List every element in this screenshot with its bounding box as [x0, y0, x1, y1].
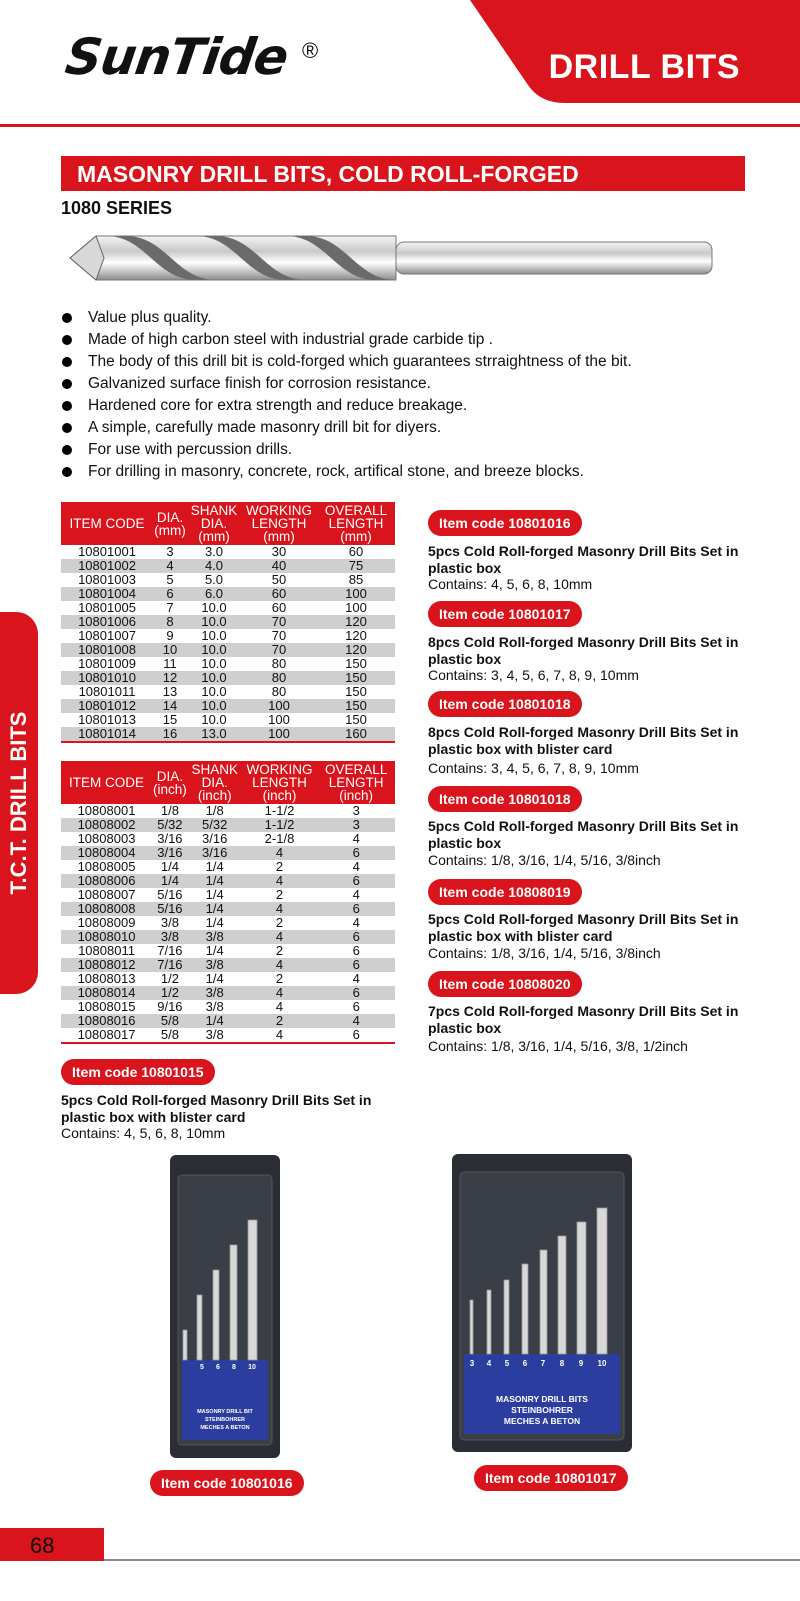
page-number: 68: [30, 1533, 55, 1558]
table-cell: 150: [317, 699, 395, 713]
table-cell: 10801009: [78, 656, 136, 671]
table-header-row: [61, 502, 395, 545]
table-cell: 1/4: [205, 943, 224, 958]
table-row: [61, 727, 395, 742]
table-cell: 3/8: [188, 958, 242, 972]
table-cell: 2: [275, 971, 284, 986]
table-cell: 10801013: [78, 712, 136, 727]
item-code-badge: Item code 10801018: [428, 691, 582, 717]
table-cell: 4: [317, 1014, 395, 1028]
table-cell: 10808016: [61, 1014, 152, 1028]
set-description: [428, 911, 758, 962]
table-cell: 1/4: [205, 887, 224, 902]
table-cell: 4: [242, 986, 318, 1000]
table-cell: 4: [352, 887, 360, 902]
set-description: [428, 818, 758, 869]
spec-table-mm: [61, 502, 395, 743]
table-cell: 10808007: [77, 887, 136, 902]
set-title: 5pcs Cold Roll-forged Masonry Drill Bits Set in plastic box with blister card: [61, 1092, 372, 1125]
label-line: STEINBOHRER: [204, 1417, 246, 1423]
table-cell: 3: [166, 544, 174, 559]
table-cell: 150: [345, 684, 367, 699]
set-contains: Contains: 3, 4, 5, 6, 7, 8, 9, 10mm: [428, 667, 639, 683]
side-tab: [0, 612, 38, 994]
table-cell: 10801001: [78, 544, 136, 559]
table-cell: 5/32: [188, 818, 242, 832]
table-cell: 1/2: [152, 986, 188, 1000]
size-label: 10: [597, 1359, 607, 1368]
table-cell: 70: [241, 643, 317, 657]
table-cell: 7/16: [152, 958, 188, 972]
table-row: [61, 804, 395, 818]
table-cell: 1/4: [205, 859, 224, 874]
feature-item: For use with percussion drills.: [60, 439, 780, 461]
table-row: [61, 958, 395, 972]
table-row: [61, 1028, 395, 1043]
table-cell: 3.0: [204, 544, 224, 559]
table-row: [61, 629, 395, 643]
feature-list: [60, 307, 780, 483]
size-label: 8: [559, 1359, 565, 1368]
table-row: [61, 685, 395, 699]
column-header: WORKING LENGTH (inch): [242, 761, 318, 804]
item-code-badge: Item code 10801018: [428, 786, 582, 812]
feature-item: Made of high carbon steel with industrial grade carbide tip .: [60, 329, 780, 351]
item-code-badge: Item code 10801016: [150, 1470, 304, 1496]
table-cell: 1-1/2: [264, 803, 295, 818]
set-title: 5pcs Cold Roll-forged Masonry Drill Bits Set in plastic box with blister card: [428, 911, 739, 944]
size-label: 3: [469, 1359, 475, 1368]
table-cell: 6: [317, 958, 395, 972]
set-contains: Contains: 1/8, 3/16, 1/4, 5/16, 3/8, 1/2inch: [428, 1038, 688, 1054]
table-cell: 6: [317, 986, 395, 1000]
table-cell: 5/16: [157, 887, 183, 902]
item-code-badge: Item code 10801017: [474, 1465, 628, 1491]
feature-item: A simple, carefully made masonry drill bit for diyers.: [60, 417, 780, 439]
table-cell: 10801010: [61, 671, 153, 685]
table-cell: 10808004: [61, 846, 152, 860]
table-cell: 10808017: [61, 1028, 152, 1043]
set-description: [61, 1092, 391, 1142]
table-row: [61, 818, 395, 832]
table-cell: 4: [242, 958, 318, 972]
table-row: [61, 587, 395, 601]
table-row: [61, 944, 395, 958]
table-cell: 3: [352, 803, 360, 818]
table-cell: 10801014: [61, 727, 153, 742]
table-cell: 3/8: [160, 915, 179, 930]
table-cell: 10801011: [78, 684, 136, 699]
table-cell: 5/8: [152, 1014, 188, 1028]
table-cell: 10.0: [201, 628, 227, 643]
series-label: 1080 SERIES: [61, 198, 173, 218]
table-cell: 4: [242, 1028, 318, 1043]
table-cell: 13.0: [187, 727, 241, 742]
table-cell: 100: [241, 727, 317, 742]
table-cell: 70: [241, 615, 317, 629]
table-cell: 15: [162, 712, 178, 727]
table-cell: 100: [268, 712, 290, 727]
table-cell: 10801003: [78, 572, 136, 587]
table-row: [61, 671, 395, 685]
table-row: [61, 657, 395, 671]
label-line: MECHES A BETON: [200, 1425, 250, 1431]
table-cell: 80: [271, 684, 287, 699]
column-header: ITEM CODE: [61, 761, 152, 804]
table-cell: 2: [275, 859, 284, 874]
table-cell: 100: [241, 699, 317, 713]
set-description: [428, 1003, 758, 1055]
set-title: 5pcs Cold Roll-forged Masonry Drill Bits Set in plastic box: [428, 818, 739, 851]
header-title: DRILL BITS: [548, 48, 740, 86]
feature-item: Value plus quality.: [60, 307, 780, 329]
table-cell: 120: [317, 643, 395, 657]
registered-mark: ®: [302, 38, 319, 63]
table-cell: 1/8: [205, 803, 224, 818]
table-cell: 10808010: [61, 930, 152, 944]
table-cell: 1/4: [205, 915, 224, 930]
table-row: [61, 916, 395, 930]
table-cell: 30: [271, 544, 287, 559]
table-cell: 120: [317, 615, 395, 629]
column-header: OVERALL LENGTH (inch): [317, 761, 395, 804]
section-title-bar: [61, 156, 745, 191]
table-cell: 10808002: [61, 818, 152, 832]
table-cell: 10801008: [61, 643, 153, 657]
table-cell: 6: [352, 943, 360, 958]
table-row: [61, 832, 395, 846]
table-cell: 1/8: [160, 803, 179, 818]
set-description: [428, 724, 758, 777]
table-cell: 70: [271, 628, 287, 643]
column-header: DIA. (inch): [152, 761, 188, 804]
table-cell: 5: [166, 572, 174, 587]
table-cell: 10808015: [77, 999, 136, 1014]
table-cell: 3/16: [152, 846, 188, 860]
table-cell: 100: [317, 587, 395, 601]
table-cell: 4: [242, 902, 318, 916]
label-line: MASONRY DRILL BIT: [197, 1409, 253, 1415]
table-row: [61, 846, 395, 860]
table-cell: 10808008: [61, 902, 152, 916]
table-cell: 10808012: [61, 958, 152, 972]
table-cell: 10808001: [77, 803, 136, 818]
table-cell: 1/2: [160, 971, 179, 986]
table-cell: 150: [345, 712, 367, 727]
size-label: 5: [504, 1359, 510, 1368]
table-cell: 3/8: [152, 930, 188, 944]
table-cell: 10808009: [77, 915, 136, 930]
set-contains: Contains: 1/8, 3/16, 1/4, 5/16, 3/8inch: [428, 945, 661, 961]
table-cell: 10808011: [78, 943, 135, 958]
table-cell: 6: [317, 846, 395, 860]
table-cell: 80: [271, 656, 287, 671]
brand-logo: [61, 28, 326, 110]
table-row: [61, 874, 395, 888]
table-cell: 75: [317, 559, 395, 573]
table-cell: 3/8: [188, 986, 242, 1000]
table-row: [61, 573, 395, 587]
table-header-row: [61, 761, 395, 804]
table-cell: 3/16: [202, 831, 228, 846]
table-cell: 6: [317, 930, 395, 944]
table-cell: 14: [153, 699, 187, 713]
table-cell: 7/16: [157, 943, 183, 958]
table-cell: 150: [345, 656, 367, 671]
table-cell: 12: [153, 671, 187, 685]
table-cell: 150: [317, 671, 395, 685]
table-cell: 1/4: [205, 971, 224, 986]
table-cell: 100: [345, 600, 367, 615]
table-row: [61, 930, 395, 944]
table-cell: 3/8: [188, 930, 242, 944]
table-cell: 60: [241, 587, 317, 601]
table-cell: 10.0: [201, 712, 227, 727]
table-cell: 4.0: [187, 559, 241, 573]
table-row: [61, 888, 395, 902]
table-cell: 60: [271, 600, 287, 615]
table-cell: 10801005: [78, 600, 136, 615]
table-row: [61, 1014, 395, 1028]
table-cell: 1/4: [188, 874, 242, 888]
table-row: [61, 699, 395, 713]
size-label: 7: [540, 1359, 546, 1368]
table-cell: 85: [348, 572, 364, 587]
table-row: [61, 1000, 395, 1014]
table-cell: 2-1/8: [264, 831, 295, 846]
table-cell: 5/8: [152, 1028, 188, 1043]
table-cell: 8: [153, 615, 187, 629]
table-cell: 3/8: [188, 1028, 242, 1043]
table-cell: 1/4: [160, 859, 179, 874]
column-header: DIA. (mm): [153, 502, 187, 545]
table-row: [61, 545, 395, 559]
table-cell: 1/4: [152, 874, 188, 888]
table-cell: 10.0: [201, 684, 227, 699]
item-code-badge: Item code 10801016: [428, 510, 582, 536]
table-cell: 10.0: [201, 600, 227, 615]
label-line: MECHES A BETON: [503, 1416, 581, 1426]
size-label: 9: [578, 1359, 584, 1368]
label-line: MASONRY DRILL BITS: [496, 1394, 588, 1404]
table-cell: 9/16: [157, 999, 183, 1014]
table-cell: 3/16: [157, 831, 183, 846]
table-cell: 4: [352, 971, 360, 986]
table-row: [61, 902, 395, 916]
table-cell: 4: [242, 930, 318, 944]
table-cell: 50: [271, 572, 287, 587]
table-cell: 120: [345, 628, 367, 643]
header-divider: [0, 124, 800, 127]
table-cell: 4: [153, 559, 187, 573]
table-cell: 3: [317, 818, 395, 832]
set-contains: Contains: 3, 4, 5, 6, 7, 8, 9, 10mm: [428, 760, 639, 776]
table-cell: 10801004: [61, 587, 153, 601]
table-cell: 4: [352, 859, 360, 874]
table-cell: 3/16: [188, 846, 242, 860]
table-cell: 2: [275, 887, 284, 902]
table-cell: 6.0: [187, 587, 241, 601]
feature-item: Hardened core for extra strength and reduce breakage.: [60, 395, 780, 417]
table-cell: 3/8: [205, 999, 224, 1014]
table-cell: 11: [163, 656, 177, 671]
table-cell: 10.0: [187, 699, 241, 713]
header-title-wrap: [470, 0, 800, 103]
table-row: [61, 972, 395, 986]
side-tab-label: T.C.T. DRILL BITS: [6, 711, 31, 895]
product-box-image: [452, 1154, 632, 1452]
table-row: [61, 615, 395, 629]
table-cell: 10.0: [187, 643, 241, 657]
table-row: [61, 559, 395, 573]
table-cell: 4: [242, 846, 318, 860]
table-cell: 10.0: [187, 671, 241, 685]
table-cell: 2: [275, 915, 284, 930]
table-cell: 160: [317, 727, 395, 742]
item-code-badge: Item code 10801015: [61, 1059, 215, 1085]
size-label: 6: [522, 1359, 528, 1368]
table-cell: 7: [166, 600, 174, 615]
table-cell: 80: [241, 671, 317, 685]
table-cell: 4: [352, 915, 360, 930]
table-cell: 4: [352, 831, 360, 846]
set-title: 8pcs Cold Roll-forged Masonry Drill Bits Set in plastic box with blister card: [428, 724, 739, 757]
label-line: STEINBOHRER: [511, 1405, 573, 1415]
table-cell: 5.0: [204, 572, 224, 587]
column-header: SHANK DIA. (mm): [187, 502, 241, 545]
table-cell: 4: [275, 999, 284, 1014]
section-title: MASONRY DRILL BITS, COLD ROLL-FORGED: [77, 161, 579, 187]
size-label: 8: [232, 1364, 236, 1371]
table-cell: 10801012: [61, 699, 153, 713]
table-cell: 6: [153, 587, 187, 601]
table-row: [61, 986, 395, 1000]
table-cell: 10808005: [77, 859, 136, 874]
table-cell: 2: [275, 943, 284, 958]
column-header: ITEM CODE: [61, 502, 153, 545]
table-cell: 10801006: [61, 615, 153, 629]
table-cell: 1-1/2: [242, 818, 318, 832]
table-cell: 10808014: [61, 986, 152, 1000]
table-row: [61, 860, 395, 874]
column-header: SHANK DIA. (inch): [188, 761, 242, 804]
set-description: [428, 543, 758, 593]
table-cell: 6: [317, 874, 395, 888]
size-label: 6: [216, 1364, 220, 1371]
item-code-badge: Item code 10808020: [428, 971, 582, 997]
footer-divider: [104, 1559, 800, 1561]
table-cell: 10808003: [77, 831, 136, 846]
table-cell: 60: [348, 544, 364, 559]
set-title: 8pcs Cold Roll-forged Masonry Drill Bits Set in plastic box: [428, 634, 739, 667]
table-cell: 40: [241, 559, 317, 573]
table-cell: 6: [317, 1028, 395, 1043]
table-cell: 16: [153, 727, 187, 742]
size-label: 4: [486, 1359, 492, 1368]
drill-bit-image: [66, 228, 736, 294]
set-title: 5pcs Cold Roll-forged Masonry Drill Bits Set in plastic box: [428, 543, 739, 576]
set-description: [428, 634, 758, 684]
table-cell: 10.0: [187, 615, 241, 629]
table-cell: 1/4: [188, 902, 242, 916]
table-cell: 4: [242, 874, 318, 888]
brand-name: SunTide: [61, 28, 292, 86]
table-cell: 9: [166, 628, 174, 643]
feature-item: For drilling in masonry, concrete, rock, artifical stone, and breeze blocks.: [60, 461, 780, 483]
item-code-badge: Item code 10808019: [428, 879, 582, 905]
set-contains: Contains: 1/8, 3/16, 1/4, 5/16, 3/8inch: [428, 852, 661, 868]
table-row: [61, 643, 395, 657]
table-cell: 10808006: [61, 874, 152, 888]
set-contains: Contains: 4, 5, 6, 8, 10mm: [61, 1125, 226, 1141]
size-label: 10: [248, 1364, 256, 1371]
feature-item: Galvanized surface finish for corrosion resistance.: [60, 373, 780, 395]
column-header: WORKING LENGTH (mm): [241, 502, 317, 545]
feature-item: The body of this drill bit is cold-forged which guarantees strraightness of the bit.: [60, 351, 780, 373]
page-number-tab: [0, 1528, 104, 1561]
table-row: [61, 713, 395, 727]
set-title: 7pcs Cold Roll-forged Masonry Drill Bits Set in plastic box: [428, 1003, 739, 1036]
table-cell: 13: [162, 684, 178, 699]
column-header: OVERALL LENGTH (mm): [317, 502, 395, 545]
table-cell: 10: [153, 643, 187, 657]
table-cell: 10801002: [61, 559, 153, 573]
table-cell: 6: [352, 999, 360, 1014]
table-row: [61, 601, 395, 615]
table-cell: 2: [242, 1014, 318, 1028]
item-code-badge: Item code 10801017: [428, 601, 582, 627]
table-cell: 10.0: [201, 656, 227, 671]
table-cell: 10801007: [78, 628, 136, 643]
size-label: 5: [200, 1364, 204, 1371]
table-cell: 5/32: [152, 818, 188, 832]
product-box-image: [170, 1155, 280, 1458]
table-cell: 6: [317, 902, 395, 916]
table-cell: 5/16: [152, 902, 188, 916]
spec-table-inch: [61, 761, 395, 1044]
table-cell: 10808013: [77, 971, 136, 986]
set-contains: Contains: 4, 5, 6, 8, 10mm: [428, 576, 593, 592]
table-cell: 1/4: [188, 1014, 242, 1028]
